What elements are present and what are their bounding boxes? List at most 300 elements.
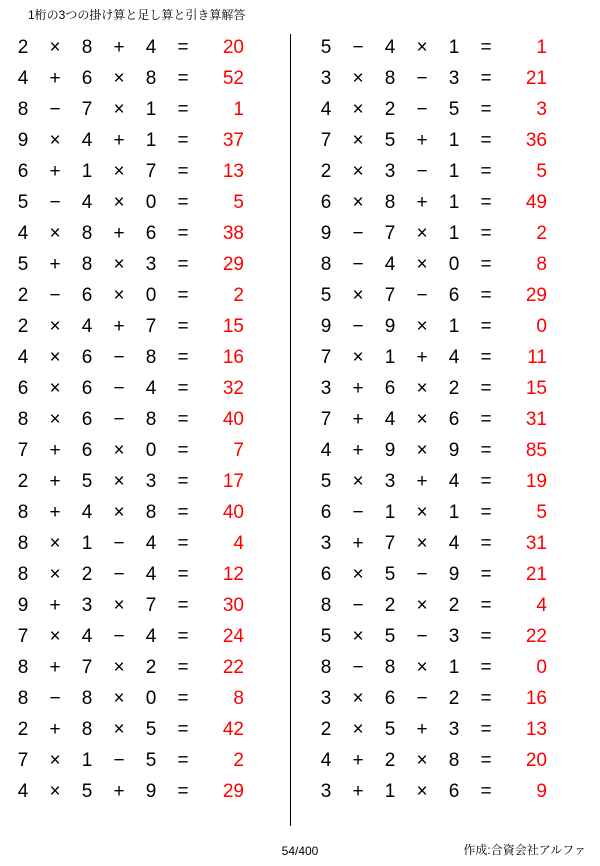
operand-3: 9 [145,781,157,802]
operator-2: × [416,657,428,678]
operator-2: × [113,688,125,709]
operator-1: − [352,316,364,337]
equals-sign: = [480,626,492,647]
answer: 29 [222,781,244,802]
operand-2: 5 [384,626,396,647]
operand-1: 5 [17,192,29,213]
operator-2: × [113,192,125,213]
operator-2: × [113,471,125,492]
answer: 29 [525,285,547,306]
operand-1: 9 [320,223,332,244]
operand-3: 0 [448,254,460,275]
equals-sign: = [177,347,189,368]
answer: 32 [222,378,244,399]
operand-1: 6 [320,564,332,585]
answer: 36 [525,130,547,151]
operand-3: 4 [145,533,157,554]
problem-row [311,311,600,342]
operator-2: + [416,471,428,492]
operand-1: 8 [320,657,332,678]
page-number: 54/400 [281,844,319,858]
problem-row [8,373,297,404]
operator-2: + [113,223,125,244]
operand-3: 3 [145,254,157,275]
operand-3: 6 [448,285,460,306]
operator-1: + [49,657,61,678]
operator-2: − [416,99,428,120]
problem-row [311,621,600,652]
operand-2: 9 [384,316,396,337]
operator-2: − [416,285,428,306]
operand-1: 8 [17,564,29,585]
operator-2: + [113,37,125,58]
operand-3: 4 [448,471,460,492]
equals-sign: = [480,471,492,492]
equals-sign: = [177,409,189,430]
operator-1: + [49,595,61,616]
problem-row [311,249,600,280]
operand-3: 0 [145,192,157,213]
operand-3: 5 [145,750,157,771]
problem-row [311,63,600,94]
equals-sign: = [480,564,492,585]
problem-row [311,32,600,63]
operand-3: 4 [448,347,460,368]
operator-1: + [49,254,61,275]
page-title: 1桁の3つの掛け算と足し算と引き算解答 [28,8,246,22]
operator-2: − [416,564,428,585]
problem-row [311,404,600,435]
problem-row [8,714,297,745]
answer: 17 [222,471,244,492]
answer: 15 [222,316,244,337]
problem-row [8,559,297,590]
operand-2: 5 [384,719,396,740]
operator-1: × [49,316,61,337]
operator-2: × [113,657,125,678]
operator-2: + [113,130,125,151]
operand-2: 5 [81,781,93,802]
problem-row [8,63,297,94]
operand-2: 1 [81,533,93,554]
operand-1: 4 [17,781,29,802]
operator-2: + [113,316,125,337]
operator-2: − [416,626,428,647]
answer: 8 [536,254,547,275]
operand-1: 7 [320,130,332,151]
problem-row [311,683,600,714]
equals-sign: = [177,688,189,709]
equals-sign: = [177,161,189,182]
problem-row [8,590,297,621]
operator-2: − [416,161,428,182]
operand-2: 8 [81,688,93,709]
operand-2: 4 [81,130,93,151]
equals-sign: = [177,440,189,461]
operand-2: 9 [384,440,396,461]
answer: 85 [525,440,547,461]
problem-row [311,652,600,683]
operator-1: × [352,626,364,647]
operator-1: × [49,223,61,244]
operator-2: × [113,99,125,120]
problem-row [311,94,600,125]
operand-1: 2 [17,37,29,58]
equals-sign: = [480,99,492,120]
equals-sign: = [177,533,189,554]
operand-1: 4 [320,750,332,771]
operator-1: + [352,409,364,430]
equals-sign: = [177,564,189,585]
operator-2: × [113,719,125,740]
answer: 13 [222,161,244,182]
operator-2: × [113,440,125,461]
operand-1: 8 [17,99,29,120]
operand-1: 8 [17,502,29,523]
operand-2: 4 [384,37,396,58]
answer: 22 [222,657,244,678]
operand-3: 2 [145,657,157,678]
operator-2: × [113,68,125,89]
equals-sign: = [177,223,189,244]
operand-1: 4 [320,99,332,120]
operand-3: 3 [448,719,460,740]
operand-3: 7 [145,316,157,337]
answer: 21 [525,68,547,89]
answer: 7 [233,440,244,461]
equals-sign: = [480,440,492,461]
problem-row [311,342,600,373]
equals-sign: = [177,471,189,492]
equals-sign: = [177,502,189,523]
operand-3: 7 [145,595,157,616]
operator-2: × [416,502,428,523]
operand-1: 8 [320,595,332,616]
operator-2: × [113,595,125,616]
equals-sign: = [480,285,492,306]
problem-row [8,280,297,311]
operand-2: 4 [384,254,396,275]
problem-row [8,342,297,373]
operand-1: 3 [320,378,332,399]
operator-2: − [113,750,125,771]
answer: 1 [233,99,244,120]
operator-1: × [49,750,61,771]
problem-row [8,466,297,497]
operand-3: 4 [448,533,460,554]
operator-1: − [49,285,61,306]
operator-2: + [416,719,428,740]
equals-sign: = [177,37,189,58]
problem-row [311,187,600,218]
operator-1: × [352,719,364,740]
answer: 31 [525,409,547,430]
operator-1: − [49,688,61,709]
operand-2: 3 [384,161,396,182]
answer: 1 [536,37,547,58]
operand-1: 2 [320,719,332,740]
operator-2: − [416,68,428,89]
problem-row [8,404,297,435]
operand-3: 1 [448,161,460,182]
operator-1: × [352,68,364,89]
answer: 38 [222,223,244,244]
operator-1: + [352,533,364,554]
operand-2: 6 [81,68,93,89]
equals-sign: = [177,99,189,120]
answer: 49 [525,192,547,213]
equals-sign: = [480,781,492,802]
operand-1: 5 [17,254,29,275]
problem-row [311,590,600,621]
operand-1: 7 [320,347,332,368]
answer: 20 [222,37,244,58]
problem-row [8,745,297,776]
operator-1: × [49,533,61,554]
problem-row [311,776,600,807]
operand-3: 3 [145,471,157,492]
problem-row [8,32,297,63]
answer: 0 [536,316,547,337]
problem-row [8,249,297,280]
operand-1: 5 [320,471,332,492]
operator-1: × [49,347,61,368]
operand-2: 6 [81,285,93,306]
answer: 5 [233,192,244,213]
operator-1: × [352,347,364,368]
operand-2: 2 [384,99,396,120]
operand-2: 7 [384,285,396,306]
equals-sign: = [480,378,492,399]
answer: 4 [536,595,547,616]
equals-sign: = [480,409,492,430]
operator-2: − [113,626,125,647]
operator-1: × [352,285,364,306]
equals-sign: = [480,347,492,368]
operand-1: 2 [17,719,29,740]
problem-column-left [0,32,297,807]
operand-2: 8 [384,192,396,213]
answer: 5 [536,161,547,182]
operator-1: − [352,37,364,58]
operand-2: 7 [384,223,396,244]
operator-2: × [416,595,428,616]
operator-1: × [49,37,61,58]
operand-1: 4 [17,68,29,89]
operand-1: 9 [17,595,29,616]
operand-1: 9 [17,130,29,151]
operand-1: 3 [320,688,332,709]
equals-sign: = [480,223,492,244]
operand-2: 6 [81,378,93,399]
operand-3: 1 [448,657,460,678]
problem-row [8,218,297,249]
operand-2: 6 [384,378,396,399]
operator-2: × [416,316,428,337]
operand-2: 8 [81,223,93,244]
equals-sign: = [480,750,492,771]
equals-sign: = [480,68,492,89]
equals-sign: = [177,254,189,275]
operator-1: − [49,192,61,213]
problem-row [311,435,600,466]
answer: 52 [222,68,244,89]
operand-3: 8 [145,409,157,430]
problem-row [8,187,297,218]
operand-3: 6 [145,223,157,244]
operand-2: 3 [384,471,396,492]
operand-2: 4 [81,316,93,337]
operand-3: 7 [145,161,157,182]
operand-1: 6 [320,502,332,523]
operand-1: 4 [17,223,29,244]
operand-1: 2 [320,161,332,182]
problem-row [311,280,600,311]
operand-3: 4 [145,626,157,647]
operator-1: + [352,378,364,399]
operator-2: × [416,440,428,461]
operand-3: 1 [448,130,460,151]
operator-1: + [49,440,61,461]
operand-1: 2 [17,471,29,492]
operand-1: 8 [17,533,29,554]
operator-2: + [416,130,428,151]
answer: 29 [222,254,244,275]
operator-1: × [49,130,61,151]
operand-2: 2 [384,595,396,616]
operator-1: × [352,688,364,709]
operand-3: 2 [448,688,460,709]
operand-3: 1 [448,192,460,213]
operator-2: × [416,254,428,275]
operand-1: 2 [17,285,29,306]
operand-1: 2 [17,316,29,337]
answer: 2 [233,285,244,306]
operator-1: × [352,564,364,585]
answer: 11 [527,347,547,368]
operand-2: 1 [81,750,93,771]
operand-1: 5 [320,285,332,306]
problem-row [8,94,297,125]
operand-2: 1 [384,502,396,523]
operand-3: 2 [448,378,460,399]
operand-2: 8 [384,657,396,678]
operand-3: 9 [448,564,460,585]
operand-3: 0 [145,688,157,709]
operator-1: − [352,657,364,678]
problem-column-right [297,32,600,807]
answer: 19 [525,471,547,492]
problem-row [8,435,297,466]
problem-columns [0,32,600,807]
operand-3: 9 [448,440,460,461]
operator-2: × [113,502,125,523]
operand-3: 0 [145,285,157,306]
operator-1: − [49,99,61,120]
equals-sign: = [177,595,189,616]
answer: 21 [525,564,547,585]
equals-sign: = [480,595,492,616]
operator-1: + [49,471,61,492]
equals-sign: = [480,502,492,523]
answer: 2 [536,223,547,244]
operand-3: 1 [448,502,460,523]
problem-row [311,218,600,249]
equals-sign: = [177,781,189,802]
operand-3: 1 [448,223,460,244]
operand-1: 3 [320,781,332,802]
operand-1: 5 [320,626,332,647]
operator-1: + [49,719,61,740]
equals-sign: = [177,719,189,740]
equals-sign: = [480,657,492,678]
operand-3: 8 [145,68,157,89]
problem-row [8,497,297,528]
operand-1: 7 [17,750,29,771]
problem-row [311,714,600,745]
answer: 40 [222,409,244,430]
operand-2: 1 [384,347,396,368]
answer: 13 [525,719,547,740]
equals-sign: = [177,657,189,678]
operator-2: − [113,378,125,399]
operator-1: × [49,781,61,802]
operand-3: 1 [448,316,460,337]
operand-3: 4 [145,378,157,399]
problem-row [8,776,297,807]
operator-1: × [352,99,364,120]
answer: 22 [525,626,547,647]
answer: 16 [222,347,244,368]
operand-2: 8 [81,254,93,275]
equals-sign: = [177,626,189,647]
operator-1: × [49,378,61,399]
operator-1: + [49,161,61,182]
equals-sign: = [177,130,189,151]
operand-3: 6 [448,409,460,430]
operator-1: − [352,502,364,523]
operator-1: + [49,502,61,523]
problem-row [311,559,600,590]
operand-2: 5 [81,471,93,492]
answer: 42 [222,719,244,740]
problem-row [311,125,600,156]
equals-sign: = [480,719,492,740]
equals-sign: = [177,378,189,399]
answer: 16 [525,688,547,709]
operand-3: 4 [145,37,157,58]
operand-2: 8 [81,719,93,740]
operand-1: 8 [17,657,29,678]
operand-2: 4 [81,626,93,647]
operand-1: 3 [320,68,332,89]
answer: 5 [536,502,547,523]
equals-sign: = [480,688,492,709]
operand-1: 6 [320,192,332,213]
operand-2: 7 [81,99,93,120]
operand-3: 3 [448,68,460,89]
operand-3: 1 [145,99,157,120]
operator-1: × [49,564,61,585]
problem-row [311,528,600,559]
answer: 15 [525,378,547,399]
problem-row [8,528,297,559]
operand-2: 7 [384,533,396,554]
operand-2: 4 [81,192,93,213]
operator-1: + [352,781,364,802]
operand-3: 8 [145,347,157,368]
operand-1: 6 [17,161,29,182]
